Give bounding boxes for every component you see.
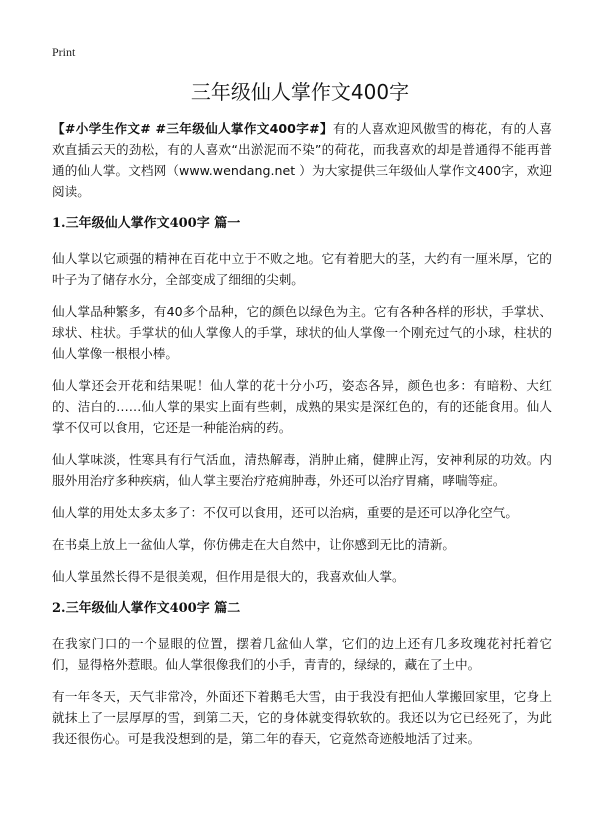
paragraph: 仙人掌品种繁多，有40多个品种，它的颜色以绿色为主。它有各种各样的形状，手掌状、球状、柱状。手掌状的仙人掌像人的手掌，球状的仙人掌像一个刚充过气的小球，柱状的仙人掌像一根根小棒。: [52, 304, 552, 361]
print-link[interactable]: Print: [52, 45, 76, 59]
paragraph: 仙人掌以它顽强的精神在百花中立于不败之地。它有着肥大的茎，大约有一厘米厚，它的叶子为了储存水分，全部变成了细细的尖刺。: [52, 251, 552, 287]
intro-tag: 【#小学生作文# #三年级仙人掌作文400字#】: [52, 121, 333, 136]
article-body: [52, 118, 552, 760]
section-heading: 1.三年级仙人掌作文400字 篇一: [52, 216, 241, 231]
paragraph: 有一年冬天，天气非常冷，外面还下着鹅毛大雪，由于我没有把仙人掌搬回家里，它身上就抹上了一层厚厚的雪，到第二天，它的身体就变得软软的。我还以为它已经死了，为此我还很伤心。可是我没想到的是，第二年的春天，它竟然奇迹般地活了过来。: [52, 689, 552, 746]
intro-paragraph: [52, 118, 552, 202]
section-heading: 2.三年级仙人掌作文400字 篇二: [52, 601, 241, 616]
paragraph: 仙人掌的用处太多太多了：不仅可以食用，还可以治病，重要的是还可以净化空气。: [52, 505, 518, 520]
paragraph: 仙人掌虽然长得不是很美观，但作用是很大的，我喜欢仙人掌。: [52, 569, 405, 584]
paragraph: 仙人掌还会开花和结果呢！仙人掌的花十分小巧，姿态各异，颜色也多：有暗粉、大红的、洁白的……仙人掌的果实上面有些刺，成熟的果实是深红色的，有的还能食用。仙人掌不仅可以食用，它还是一种能治病的药。: [52, 378, 552, 435]
page-title: 三年级仙人掌作文400字: [190, 80, 410, 104]
paragraph: 仙人掌味淡，性寒具有行气活血，清热解毒，消肿止痛，健脾止泻，安神利尿的功效。内服外用治疗多种疾病，仙人掌主要治疗疮痈肿毒，外还可以治疗胃痛，哮喘等症。: [52, 452, 552, 488]
paragraph: 在我家门口的一个显眼的位置，摆着几盆仙人掌，它们的边上还有几多玫瑰花衬托着它们，显得格外惹眼。仙人掌很像我们的小手，青青的，绿绿的，藏在了土中。: [52, 636, 552, 672]
intro-text: 有的人喜欢迎风傲雪的梅花，有的人喜欢直插云天的劲松，有的人喜欢“出淤泥而不染”的荷花，而我喜欢的却是普通得不能再普通的仙人掌。文档网（www.wendang.net ）为大家提供三年级仙人掌作文400字，欢迎阅读。: [52, 121, 552, 199]
paragraph: 在书桌上放上一盆仙人掌，你仿佛走在大自然中，让你感到无比的清新。: [52, 537, 455, 552]
